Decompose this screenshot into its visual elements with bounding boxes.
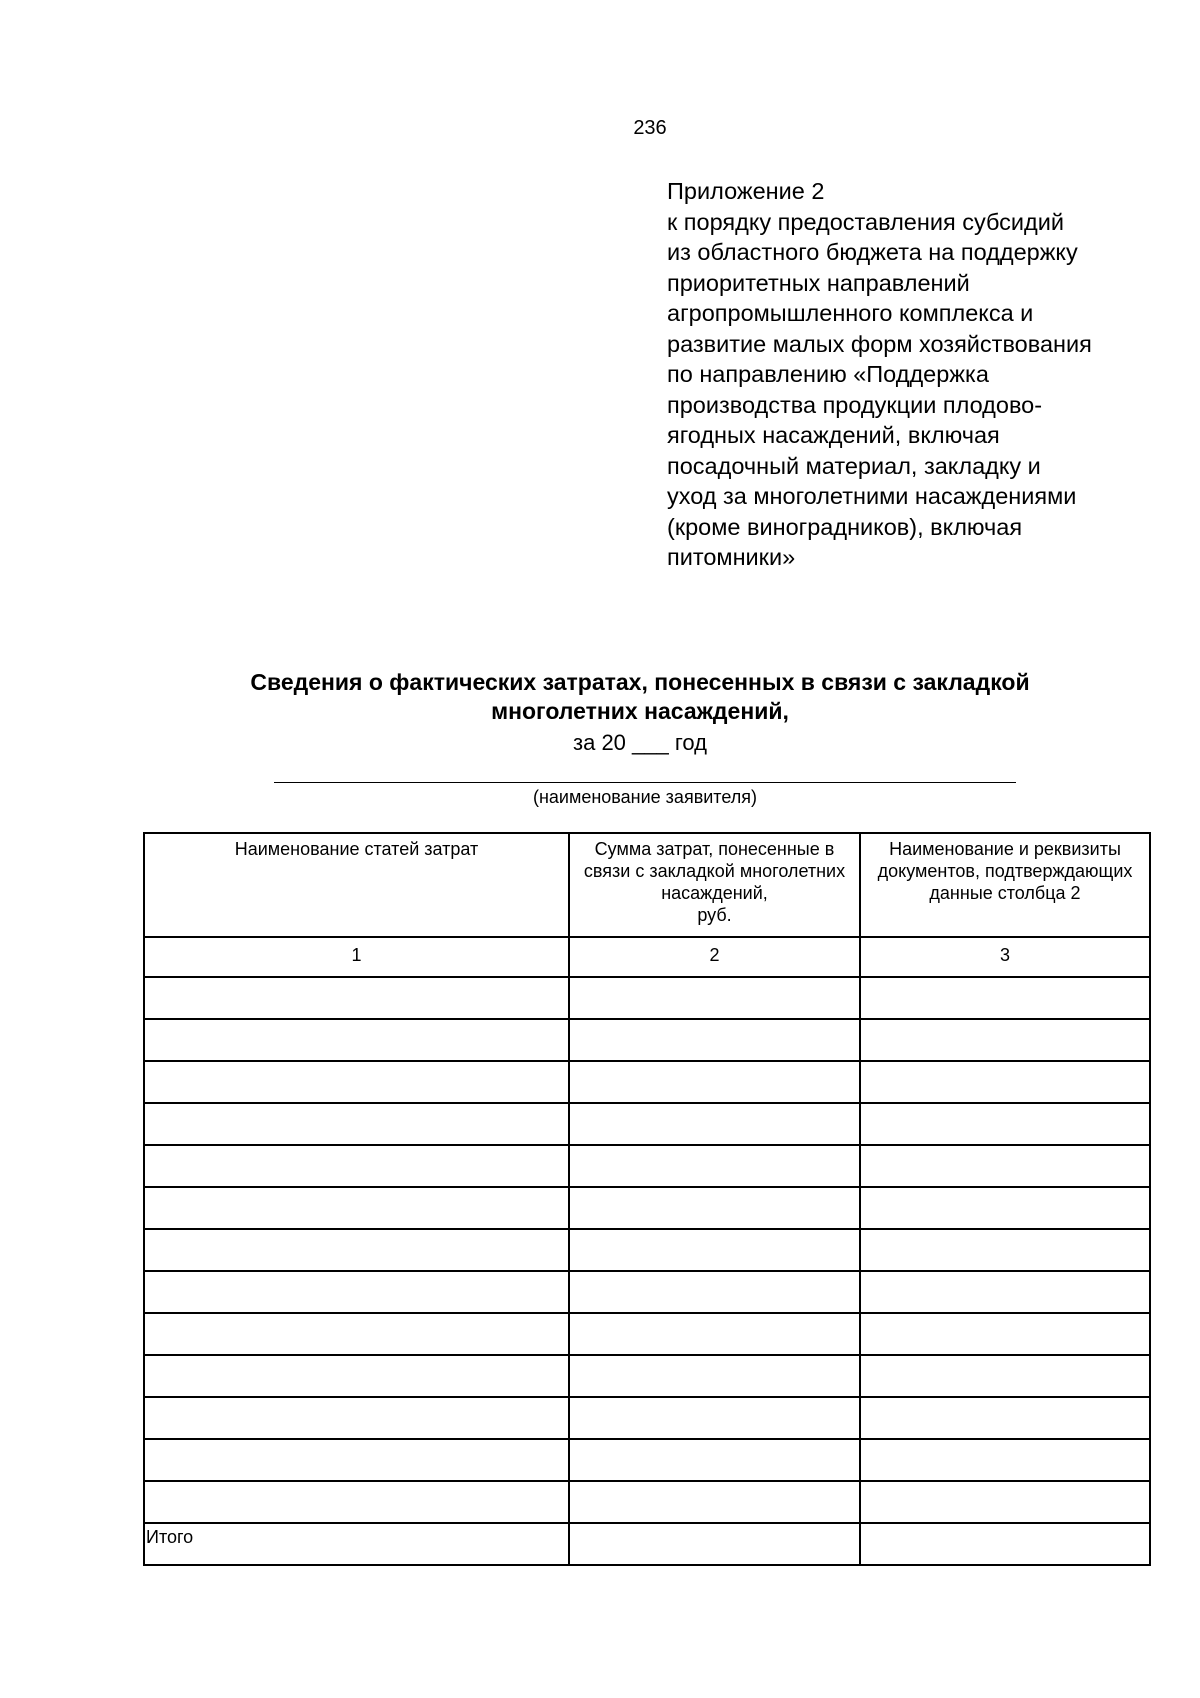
- header-cost-items: [144, 833, 569, 937]
- cost-sum-cell[interactable]: [569, 1355, 860, 1397]
- header-documents: [860, 833, 1150, 937]
- column-number: 3: [860, 937, 1150, 977]
- total-documents-cell[interactable]: [860, 1523, 1150, 1565]
- table-row: [144, 1481, 1150, 1523]
- table-row: [144, 1103, 1150, 1145]
- table-row: [144, 1313, 1150, 1355]
- document-cell[interactable]: [860, 1397, 1150, 1439]
- table-row: [144, 1229, 1150, 1271]
- applicant-name-line[interactable]: [274, 782, 1016, 783]
- title-line-1: Сведения о фактических затратах, понесенных в связи с закладкой: [250, 669, 1030, 695]
- document-cell[interactable]: [860, 1019, 1150, 1061]
- appendix-note: [667, 176, 1177, 573]
- cost-item-cell[interactable]: [144, 1313, 569, 1355]
- cost-sum-cell[interactable]: [569, 977, 860, 1019]
- table-row: [144, 1355, 1150, 1397]
- cost-item-cell[interactable]: [144, 1439, 569, 1481]
- document-cell[interactable]: [860, 977, 1150, 1019]
- document-cell[interactable]: [860, 1187, 1150, 1229]
- appendix-line: к порядку предоставления субсидий: [667, 208, 1065, 235]
- cost-sum-cell[interactable]: [569, 1397, 860, 1439]
- table-row: [144, 1439, 1150, 1481]
- appendix-line: посадочный материал, закладку и: [667, 452, 1041, 479]
- table-row: [144, 1019, 1150, 1061]
- cost-item-cell[interactable]: [144, 1229, 569, 1271]
- header-text: Наименование статей затрат: [234, 839, 479, 859]
- cost-item-cell[interactable]: [144, 1271, 569, 1313]
- appendix-line: по направлению «Поддержка: [667, 361, 989, 387]
- header-text: руб.: [697, 905, 732, 925]
- costs-table: [143, 832, 1151, 1566]
- table-row: [144, 1145, 1150, 1187]
- document-cell[interactable]: [860, 1103, 1150, 1145]
- table-row: [144, 1061, 1150, 1103]
- document-title: [200, 668, 1080, 726]
- cost-sum-cell[interactable]: [569, 1271, 860, 1313]
- cost-item-cell[interactable]: [144, 1145, 569, 1187]
- appendix-line: агропромышленного комплекса и: [667, 300, 1034, 326]
- cost-sum-cell[interactable]: [569, 1229, 860, 1271]
- cost-sum-cell[interactable]: [569, 1019, 860, 1061]
- appendix-line: Приложение 2: [667, 178, 825, 204]
- header-text: данные столбца 2: [929, 883, 1081, 903]
- document-cell[interactable]: [860, 1271, 1150, 1313]
- cost-sum-cell[interactable]: [569, 1103, 860, 1145]
- title-line-2: многолетних насаждений,: [491, 698, 789, 724]
- total-label: Итого: [144, 1523, 569, 1565]
- applicant-caption: (наименование заявителя): [532, 787, 758, 807]
- cost-item-cell[interactable]: [144, 1397, 569, 1439]
- column-number: 1: [144, 937, 569, 977]
- document-cell[interactable]: [860, 1229, 1150, 1271]
- table-row: [144, 1397, 1150, 1439]
- header-text: Сумма затрат, понесенные в: [594, 839, 835, 859]
- header-text: Наименование и реквизиты: [889, 839, 1121, 859]
- table-row: [144, 977, 1150, 1019]
- header-text: документов, подтверждающих: [877, 861, 1133, 881]
- appendix-line: из областного бюджета на поддержку: [667, 239, 1078, 265]
- cost-sum-cell[interactable]: [569, 1145, 860, 1187]
- cost-item-cell[interactable]: [144, 1061, 569, 1103]
- appendix-line: приоритетных направлений: [667, 269, 970, 296]
- cost-item-cell[interactable]: [144, 1103, 569, 1145]
- document-cell[interactable]: [860, 1061, 1150, 1103]
- header-cost-sum: [569, 833, 860, 937]
- document-cell[interactable]: [860, 1313, 1150, 1355]
- column-number: 2: [569, 937, 860, 977]
- column-number-row: [144, 937, 1150, 977]
- appendix-line: производства продукции плодово-: [667, 391, 1043, 418]
- cost-item-cell[interactable]: [144, 1187, 569, 1229]
- reporting-year: за 20 ___ год: [573, 730, 707, 755]
- header-text: насаждений,: [661, 883, 768, 903]
- cost-item-cell[interactable]: [144, 1355, 569, 1397]
- header-text: связи с закладкой многолетних: [583, 861, 846, 881]
- document-cell[interactable]: [860, 1481, 1150, 1523]
- cost-sum-cell[interactable]: [569, 1481, 860, 1523]
- document-cell[interactable]: [860, 1145, 1150, 1187]
- cost-item-cell[interactable]: [144, 1019, 569, 1061]
- appendix-line: развитие малых форм хозяйствования: [667, 330, 1092, 357]
- cost-item-cell[interactable]: [144, 977, 569, 1019]
- appendix-line: (кроме виноградников), включая: [667, 513, 1023, 540]
- appendix-line: уход за многолетними насаждениями: [667, 483, 1077, 509]
- table-row: [144, 1187, 1150, 1229]
- table-row: [144, 1271, 1150, 1313]
- cost-sum-cell[interactable]: [569, 1313, 860, 1355]
- total-row: [144, 1523, 1150, 1565]
- cost-sum-cell[interactable]: [569, 1187, 860, 1229]
- cost-sum-cell[interactable]: [569, 1439, 860, 1481]
- appendix-line: ягодных насаждений, включая: [667, 422, 1000, 448]
- cost-sum-cell[interactable]: [569, 1061, 860, 1103]
- document-cell[interactable]: [860, 1439, 1150, 1481]
- table-header-row: [144, 833, 1150, 937]
- page-number: 236: [633, 117, 667, 139]
- total-sum-cell[interactable]: [569, 1523, 860, 1565]
- cost-item-cell[interactable]: [144, 1481, 569, 1523]
- document-cell[interactable]: [860, 1355, 1150, 1397]
- appendix-line: питомники»: [667, 544, 796, 570]
